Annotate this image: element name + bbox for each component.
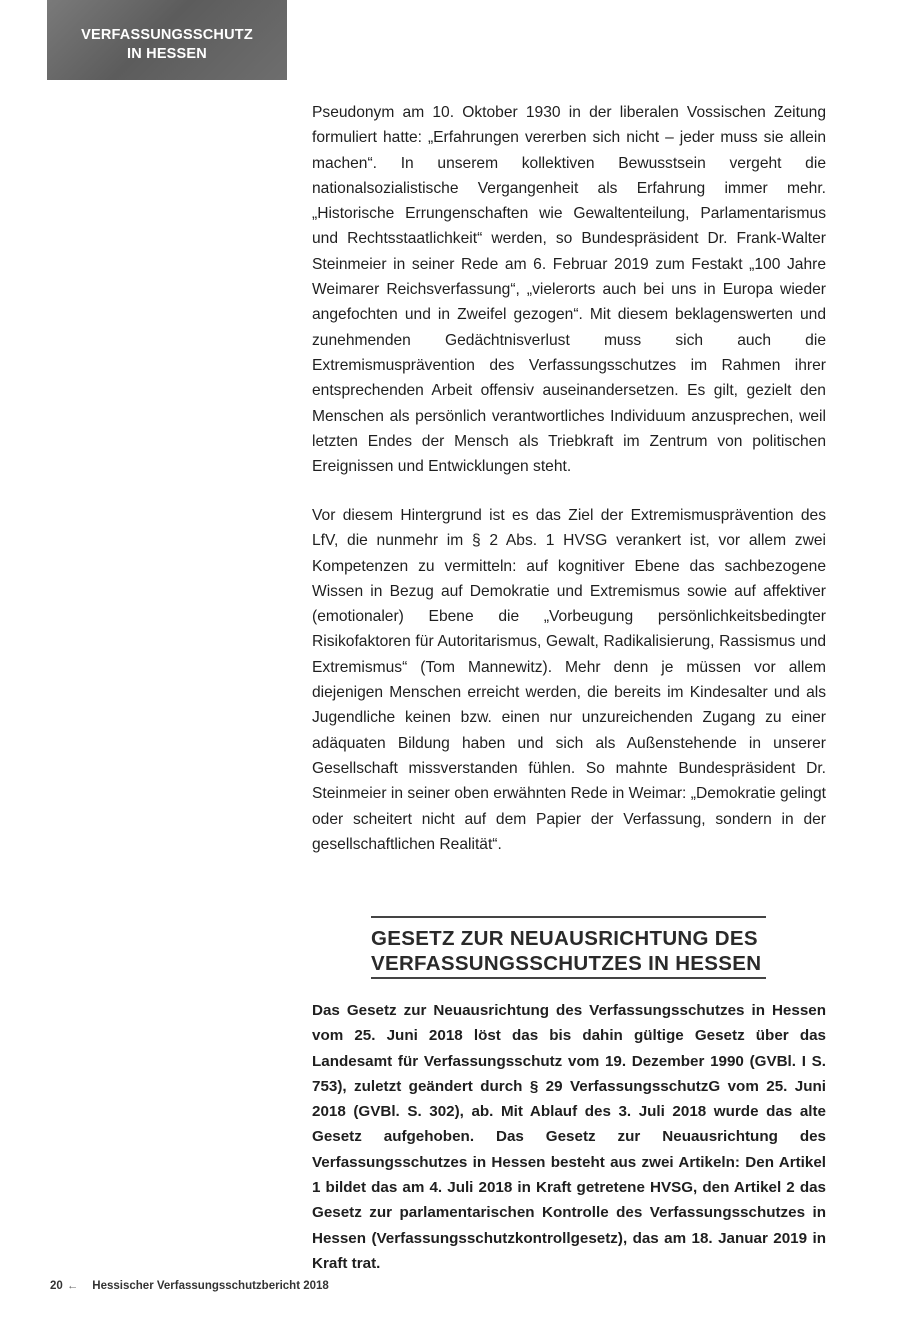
arrow-left-icon: ← [66, 1280, 79, 1292]
section-top-rule [371, 916, 766, 918]
section-heading [371, 926, 791, 976]
page-footer [50, 1280, 329, 1292]
body-paragraph-2: Vor diesem Hintergrund ist es das Ziel der Extremismusprävention des LfV, die nunmehr im § 2 Abs. 1 HVSG verankert ist, vor allem zwei Kompetenzen zu vermitteln: auf kognitiver Ebene das sachbezogene Wissen in Bezug auf Demokratie und Extremismus sowie auf affektiver (emotionaler) Ebene die „Vorbeugung persönlichkeitsbedingter Risikofaktoren für Autoritarismus, Gewalt, Radikalisierung, Rassismus und Extremismus“ (Tom Mannewitz). Mehr denn je müssen vor allem diejenigen Menschen erreicht werden, die bereits im Kindesalter und als Jugendliche keinen bzw. einen nur unzureichenden Zugang zu einer adäquaten Bildung haben und sich als Außenstehende in unserer Gesellschaft missverstanden fühlen. So mahnte Bundespräsident Dr. Steinmeier in seiner oben erwähnten Rede in Weimar: „Demokratie gelingt oder scheitert nicht auf dem Papier der Verfassung, sondern in der gesellschaftlichen Realität“. [312, 507, 826, 853]
header-title-line2: IN HESSEN [127, 46, 207, 62]
page-number: 20 [50, 1280, 63, 1292]
section-heading-line2: VERFASSUNGSSCHUTZES IN HESSEN [371, 952, 762, 975]
footer-publication-title: Hessischer Verfassungsschutzbericht 2018 [92, 1280, 329, 1292]
section-heading-line1: GESETZ ZUR NEUAUSRICHTUNG DES [371, 927, 758, 950]
section-paragraph: Das Gesetz zur Neuausrichtung des Verfassungsschutzes in Hessen vom 25. Juni 2018 löst das bis dahin gültige Gesetz über das Landesamt für Verfassungsschutz vom 19. Dezember 1990 (GVBl. I S. 753), zuletzt geändert durch § 29 VerfassungsschutzG vom 25. Juni 2018 (GVBl. S. 302), ab. Mit Ablauf des 3. Juli 2018 wurde das alte Gesetz aufgehoben. Das Gesetz zur Neuausrichtung des Verfassungsschutzes in Hessen besteht aus zwei Artikeln: Den Artikel 1 bildet das am 4. Juli 2018 in Kraft getretene HVSG, den Artikel 2 das Gesetz zur parlamentarischen Kontrolle des Verfassungsschutzes in Hessen (Verfassungsschutzkontrollgesetz), das am 18. Januar 2019 in Kraft trat. [312, 1002, 826, 1272]
header-title-line1: VERFASSUNGSSCHUTZ [81, 27, 253, 43]
header-banner [47, 0, 287, 80]
section-heading-underline [371, 977, 766, 979]
body-paragraph-1: Pseudonym am 10. Oktober 1930 in der liberalen Vossischen Zeitung formuliert hatte: „Erfahrungen vererben sich nicht – jeder muss sie allein machen“. In unserem kollektiven Bewusstsein vergeht die nationalsozialistische Vergangenheit als Erfahrung immer mehr. „Historische Errungenschaften wie Gewaltenteilung, Parlamentarismus und Rechtsstaatlichkeit“ werden, so Bundespräsident Dr. Frank-Walter Steinmeier in seiner Rede am 6. Februar 2019 zum Festakt „100 Jahre Weimarer Reichsverfassung“, „vielerorts auch bei uns in Europa wieder angefochten und in Zweifel gezogen“. Mit diesem beklagenswerten und zunehmenden Gedächtnisverlust muss sich auch die Extremismusprävention des Verfassungsschutzes im Rahmen ihrer entsprechenden Arbeit offensiv auseinandersetzen. Es gilt, gezielt den Menschen als persönlich verantwortliches Individuum anzusprechen, weil letzten Endes der Mensch als Triebkraft im Zentrum von politischen Ereignissen und Entwicklungen steht. [312, 104, 826, 476]
